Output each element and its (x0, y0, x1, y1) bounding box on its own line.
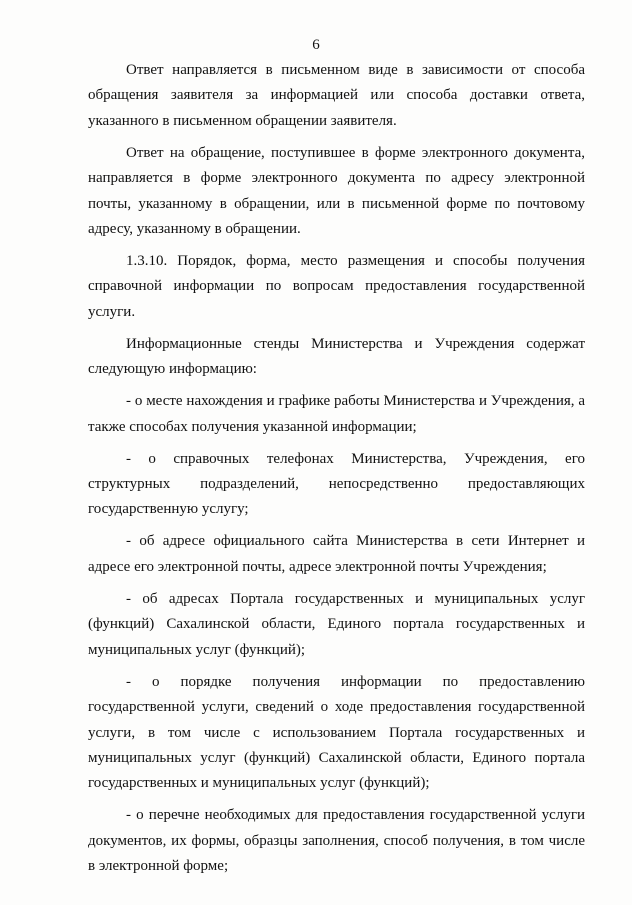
paragraph-electronic-response: Ответ на обращение, поступившее в форме электронного документа, направляется в форме электронного документа по адресу электронной почты, указанному в обращении, или в письменной форме по почтовому адресу, указанному в обращении. (88, 144, 585, 238)
page-number: 6 (312, 37, 320, 53)
paragraph-info-stands: Информационные стенды Министерства и Учреждения содержат следующую информацию: (88, 335, 585, 378)
list-item-info-procedure: - о порядке получения информации по предоставлению государственной услуги, сведений о ходе предоставления государственной услуги, в том числе с использованием Портала государственных и муниципальных услуг (функций) Сахалинской области, Единого портала государственных и муниципальных услуг (функций); (88, 673, 585, 792)
paragraph-section-1-3-10: 1.3.10. Порядок, форма, место размещения и способы получения справочной информации по вопросам предоставления государственной услуги. (88, 253, 585, 320)
list-item-documents-list: - о перечне необходимых для предоставления государственной услуги документов, их формы, образцы заполнения, способ получения, в том числе в электронной форме; (88, 807, 585, 875)
document-body (88, 58, 585, 886)
list-item-website-email: - об адресе официального сайта Министерства в сети Интернет и адресе его электронной почты, адресе электронной почты Учреждения; (88, 533, 585, 575)
paragraph-response-delivery: Ответ направляется в письменном виде в зависимости от способа обращения заявителя за информацией или способа доставки ответа, указанного в письменном обращении заявителя. (88, 62, 585, 129)
list-item-location-schedule: - о месте нахождения и графике работы Министерства и Учреждения, а также способах получения указанной информации; (88, 393, 585, 435)
list-item-phones: - о справочных телефонах Министерства, Учреждения, его структурных подразделений, непосредственно предоставляющих государственную услугу; (88, 450, 585, 518)
list-item-portal-addresses: - об адресах Портала государственных и муниципальных услуг (функций) Сахалинской области, Единого портала государственных и муниципальных услуг (функций); (88, 590, 585, 658)
